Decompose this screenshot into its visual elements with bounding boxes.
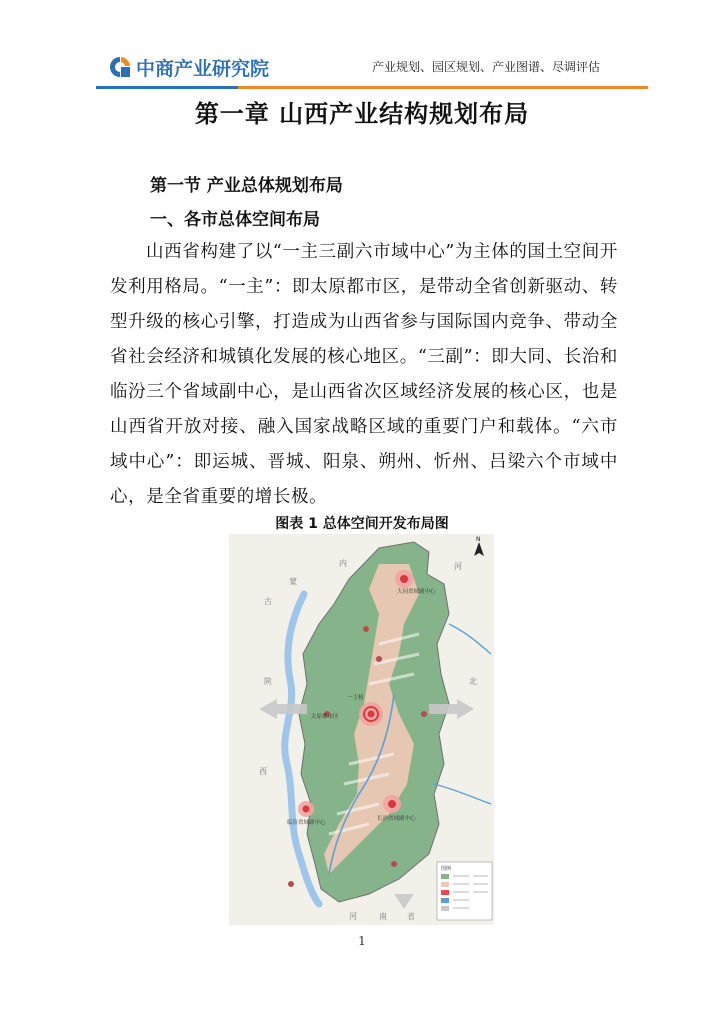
logo-icon [108, 55, 132, 79]
page-number: 1 [358, 934, 366, 948]
neighbor-label: 河 [454, 562, 462, 571]
neighbor-label: 河 [349, 912, 357, 921]
map-legend [437, 862, 492, 920]
neighbor-label: 北 [469, 677, 477, 686]
neighbor-label: 古 [264, 597, 272, 606]
header-tagline: 产业规划、园区规划、产业图谱、尽调评估 [372, 60, 601, 74]
label-taiyuan-core: 一主核 [347, 695, 364, 701]
header-rule-orange [238, 86, 648, 89]
neighbor-label: 西 [259, 767, 267, 776]
subsection-title: 一、各市总体空间布局 [150, 210, 320, 230]
label-changzhi: 长治省域副中心 [377, 816, 416, 822]
legend-title: 图例 [441, 866, 452, 872]
header-rule-blue [96, 86, 238, 89]
label-linfen: 临汾省域副中心 [287, 820, 326, 826]
logo-text: 中商产业研究院 [136, 57, 270, 80]
body-paragraph: 山西省构建了以“一主三副六市域中心”为主体的国土空间开发利用格局。“一主”：即太原都市区，是带动全省创新驱动、转型升级的核心引擎，打造成为山西省参与国际国内竞争、带动全省社会经济和城镇化发展的核心地区。“三副”：即大同、长治和临汾三个省域副中心，是山西省次区域经济发展的核心区，也是山西省开放对接、融入国家战略区域的重要门户和载体。“六市域中心”：即运城、晋城、阳泉、朔州、忻州、吕梁六个市域中心，是全省重要的增长极。 [110, 242, 618, 507]
neighbor-label: 蒙 [289, 577, 297, 586]
logo [108, 52, 269, 82]
section-title: 第一节 产业总体规划布局 [150, 176, 343, 196]
label-datong: 大同省域副中心 [397, 589, 436, 595]
neighbor-label: 陕 [264, 677, 272, 686]
map-figure [229, 534, 494, 925]
spatial-layout-map [229, 534, 494, 925]
neighbor-label: 省 [407, 912, 415, 921]
svg-text:N: N [476, 536, 481, 543]
chapter-title: 第一章 山西产业结构规划布局 [194, 99, 530, 128]
neighbor-label: 南 [379, 912, 387, 921]
page-header [0, 0, 724, 96]
neighbor-label: 内 [339, 559, 347, 568]
figure-caption: 图表 1 总体空间开发布局图 [275, 516, 449, 532]
label-taiyuan-metro: 太原都市区 [311, 714, 339, 720]
